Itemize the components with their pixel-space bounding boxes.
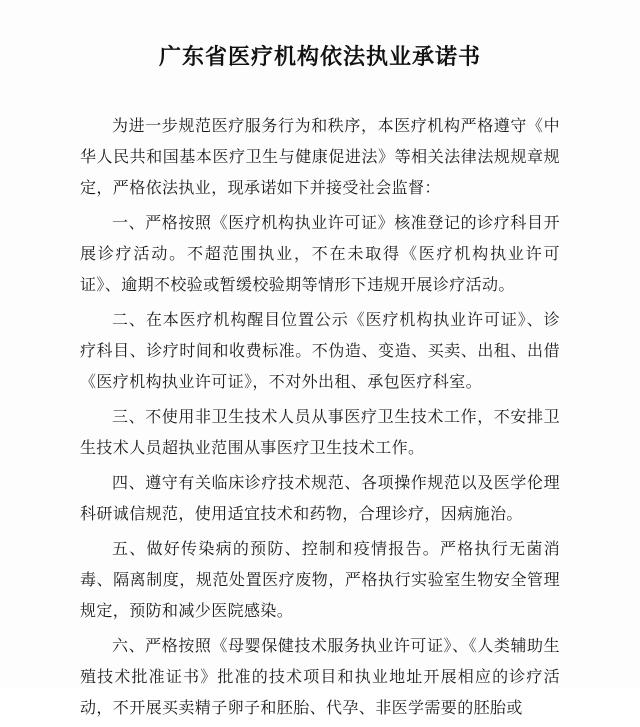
clause-4-paragraph: 四、遵守有关临床诊疗技术规范、各项操作规范以及医学伦理科研诚信规范，使用适宜技术和药物，合理诊疗，因病施治。 [80, 473, 560, 523]
clause-6-paragraph: 六、严格按照《母婴保健技术服务执业许可证》、《人类辅助生殖技术批准证书》批准的技术项目和执业地址开展相应的诊疗活动，不开展买卖精子卵子和胚胎、代孕、非医学需要的胚胎或 [80, 636, 560, 717]
clause-1-paragraph: 一、严格按照《医疗机构执业许可证》核准登记的诊疗科目开展诊疗活动。不超范围执业，不在未取得《医疗机构执业许可证》、逾期不校验或暂缓校验期等情形下违规开展诊疗活动。 [80, 213, 560, 294]
clause-5-paragraph: 五、做好传染病的预防、控制和疫情报告。严格执行无菌消毒、隔离制度，规范处置医疗废物，严格执行实验室生物安全管理规定，预防和减少医院感染。 [80, 539, 560, 620]
intro-paragraph: 为进一步规范医疗服务行为和秩序，本医疗机构严格遵守《中华人民共和国基本医疗卫生与健康促进法》等相关法律法规规章规定，严格依法执业，现承诺如下并接受社会监督： [80, 116, 560, 197]
document-body [80, 110, 560, 727]
page-title: 广东省医疗机构依法执业承诺书 [158, 45, 481, 70]
clause-3-paragraph: 三、不使用非卫生技术人员从事医疗卫生技术工作，不安排卫生技术人员超执业范围从事医疗卫生技术工作。 [80, 407, 560, 457]
clause-2-paragraph: 二、在本医疗机构醒目位置公示《医疗机构执业许可证》、诊疗科目、诊疗时间和收费标准。不伪造、变造、买卖、出租、出借《医疗机构执业许可证》，不对外出租、承包医疗科室。 [80, 310, 560, 391]
